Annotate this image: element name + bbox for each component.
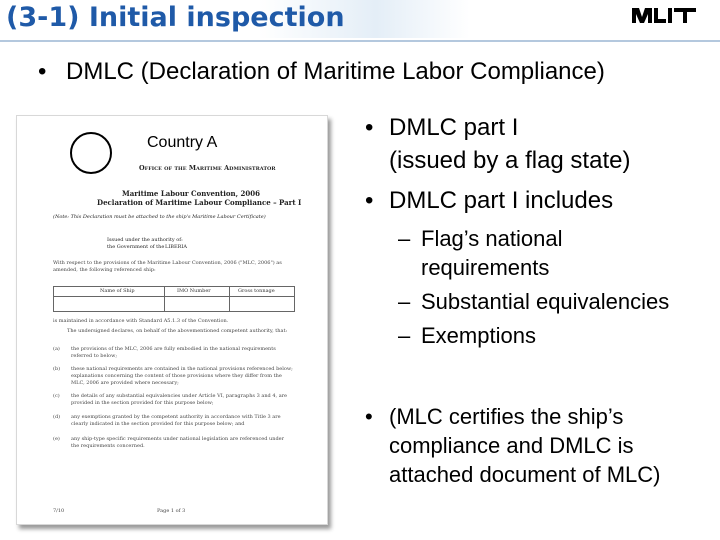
bullet-dot: • (365, 187, 374, 214)
doc-issued: Issued under the authority of: (107, 237, 183, 243)
subitem-text: Exemptions (421, 323, 536, 348)
dash-marker: – (398, 323, 411, 348)
bullet-text: attached document of MLC) (389, 462, 661, 487)
doc-maintained: is maintained in accordance with Standard A5.1.3 of the Convention. (53, 318, 229, 324)
doc-heading1: Maritime Labour Convention, 2006 (122, 189, 261, 198)
bullet-text: DMLC part I includes (389, 187, 614, 214)
mlit-logo (630, 5, 702, 25)
doc-item-text: these national requirements are contained in the national provisions referenced below; explanations concerning the content of those provisions where they differ from the MLC, 2006 are provided where necessary; (71, 366, 293, 386)
bullet-text: DMLC part I (389, 114, 519, 141)
doc-item-text: any exemptions granted by the competent authority in accordance with Title 3 are clearly indicated in the section provided for this purpose below; and (71, 414, 281, 427)
bullet-dot: • (365, 404, 373, 429)
bullet-text: (MLC certifies the ship’s (389, 404, 624, 429)
title-rule (0, 40, 720, 42)
doc-ship-table (53, 286, 295, 312)
doc-footer-center: Page 1 of 3 (157, 508, 186, 514)
doc-table-header: Gross tonnage (238, 288, 275, 294)
subitem-text: Substantial equivalencies (421, 289, 670, 314)
doc-table-col-divider (229, 287, 230, 311)
doc-item-label: (a) (53, 346, 60, 352)
bullet-text: compliance and DMLC is (389, 433, 634, 458)
country-label: Country A (147, 134, 218, 151)
doc-footer-left: 7/10 (53, 508, 65, 514)
subitem-text: Flag’s national (421, 226, 563, 251)
doc-note: (Note: This Declaration must be attached to the ship's Maritime Labour Certificate) (53, 214, 266, 220)
dash-marker: – (398, 289, 411, 314)
slide-title: (3-1) Initial inspection (6, 2, 345, 33)
flag-emblem-circle (70, 132, 112, 174)
doc-undersigned: The undersigned declares, on behalf of the abovementioned competent authority, that: (67, 328, 288, 334)
doc-item-label: (e) (53, 436, 60, 442)
bullet-dot: • (38, 58, 47, 85)
subitem-text-cont: requirements (421, 255, 550, 280)
doc-intro: With respect to the provisions of the Maritime Labour Convention, 2006 ("MLC, 2006") as amended, the following referenced ship: (53, 260, 282, 273)
doc-item-text: the provisions of the MLC, 2006 are fully embodied in the national requirements referred to below; (71, 346, 276, 359)
dash-marker: – (398, 226, 411, 251)
main-bullet-text: DMLC (Declaration of Maritime Labor Compliance) (66, 58, 605, 85)
doc-item-text: any ship-type specific requirements under national legislation are referenced under the requirements concerned. (71, 436, 285, 449)
doc-table-header: IMO Number (177, 288, 211, 294)
doc-government-value: LIBERIA (165, 244, 187, 250)
doc-item-text: the details of any substantial equivalencies under Article VI, paragraphs 3 and 4, are provided in the section provided for this purpose below; (71, 393, 288, 406)
doc-table-col-divider (164, 287, 165, 311)
doc-item-label: (c) (53, 393, 60, 399)
dmlc-document-image (16, 115, 328, 525)
bullet-text-cont: (issued by a flag state) (389, 147, 631, 174)
doc-table-row-divider (54, 296, 294, 297)
bullet-dot: • (365, 114, 374, 141)
doc-office: Office of the Maritime Administrator (139, 164, 276, 172)
doc-item-label: (b) (53, 366, 61, 372)
doc-item-label: (d) (53, 414, 61, 420)
doc-heading2: Declaration of Maritime Labour Compliance – Part I (97, 198, 302, 207)
doc-government: the Government of the (107, 244, 165, 250)
doc-table-header: Name of Ship (100, 288, 135, 294)
